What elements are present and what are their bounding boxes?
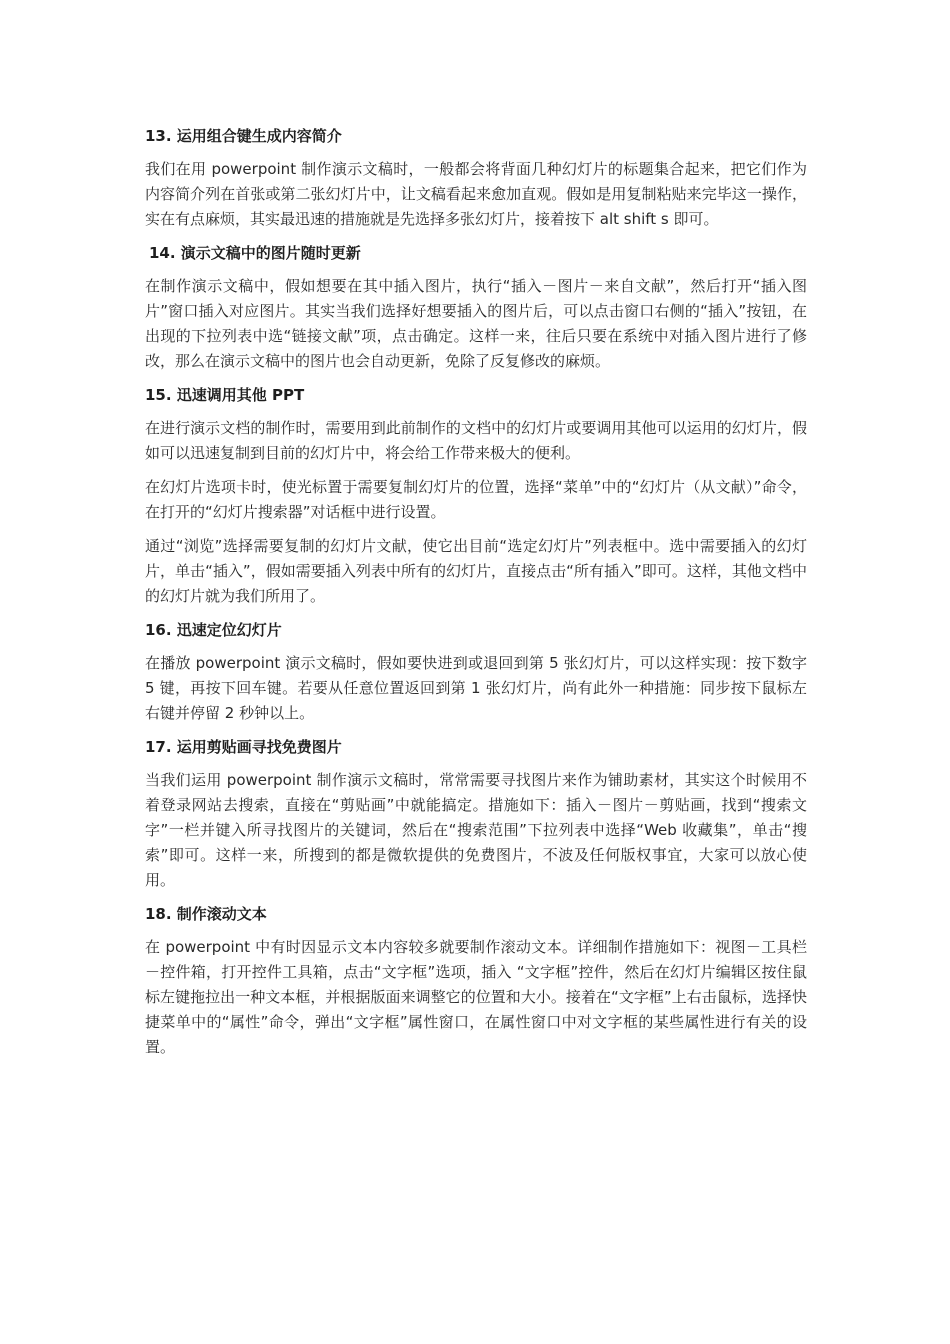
section-heading: 16. 迅速定位幻灯片 — [145, 621, 282, 639]
section-16 — [145, 618, 807, 726]
section-18 — [145, 902, 807, 1060]
section-heading: 17. 运用剪贴画寻找免费图片 — [145, 738, 342, 756]
paragraph: 在制作演示文稿中，假如想要在其中插入图片，执行“插入－图片－来自文献”，然后打开“插入图片”窗口插入对应图片。其实当我们选择好想要插入的图片后，可以点击窗口右侧的“插入”按钮，在出现的下拉列表中选“链接文献”项，点击确定。这样一来，往后只要在系统中对插入图片进行了修改，那么在演示文稿中的图片也会自动更新，免除了反复修改的麻烦。 — [145, 277, 807, 370]
section-17 — [145, 735, 807, 893]
paragraph: 我们在用 powerpoint 制作演示文稿时，一般都会将背面几种幻灯片的标题集合起来，把它们作为内容简介列在首张或第二张幻灯片中，让文稿看起来愈加直观。假如是用复制粘贴来完毕这一操作，实在有点麻烦，其实最迅速的措施就是先选择多张幻灯片，接着按下 alt shift s 即可。 — [145, 160, 807, 228]
paragraph: 在 powerpoint 中有时因显示文本内容较多就要制作滚动文本。详细制作措施如下：视图－工具栏－控件箱，打开控件工具箱，点击“文字框”选项，插入 “文字框”控件，然后在幻灯片编辑区按住鼠标左键拖拉出一种文本框，并根据版面来调整它的位置和大小。接着在“文字框”上右击鼠标，选择快捷菜单中的“属性”命令，弹出“文字框”属性窗口，在属性窗口中对文字框的某些属性进行有关的设置。 — [145, 938, 807, 1056]
paragraph: 当我们运用 powerpoint 制作演示文稿时，常常需要寻找图片来作为铺助素材，其实这个时候用不着登录网站去搜索，直接在“剪贴画”中就能搞定。措施如下：插入－图片－剪贴画，找到“搜索文字”一栏并键入所寻找图片的关键词，然后在“搜索范围”下拉列表中选择“Web 收藏集”，单击“搜索”即可。这样一来，所搜到的都是微软提供的免费图片，不波及任何版权事宜，大家可以放心使用。 — [145, 771, 807, 889]
paragraph: 在幻灯片选项卡时，使光标置于需要复制幻灯片的位置，选择“菜单”中的“幻灯片（从文献）”命令，在打开的“幻灯片搜索器”对话框中进行设置。 — [145, 478, 807, 521]
section-13 — [145, 124, 807, 232]
paragraph: 通过“浏览”选择需要复制的幻灯片文献，使它出目前“选定幻灯片”列表框中。选中需要插入的幻灯片，单击“插入”，假如需要插入列表中所有的幻灯片，直接点击“所有插入”即可。这样，其他文档中的幻灯片就为我们所用了。 — [145, 537, 807, 605]
section-heading: 13. 运用组合键生成内容简介 — [145, 127, 342, 145]
section-14 — [145, 241, 807, 374]
section-heading: 15. 迅速调用其他 PPT — [145, 386, 305, 404]
section-heading: 18. 制作滚动文本 — [145, 905, 267, 923]
section-heading: 14. 演示文稿中的图片随时更新 — [149, 244, 361, 262]
paragraph: 在进行演示文档的制作时，需要用到此前制作的文档中的幻灯片或要调用其他可以运用的幻灯片，假如可以迅速复制到目前的幻灯片中，将会给工作带来极大的便利。 — [145, 419, 807, 462]
paragraph: 在播放 powerpoint 演示文稿时，假如要快进到或退回到第 5 张幻灯片，可以这样实现：按下数字 5 键，再按下回车键。若要从任意位置返回到第 1 张幻灯片，尚有此外一种措施：同步按下鼠标左右键并停留 2 秒钟以上。 — [145, 654, 807, 722]
document-page — [145, 124, 807, 1069]
section-15 — [145, 383, 807, 609]
